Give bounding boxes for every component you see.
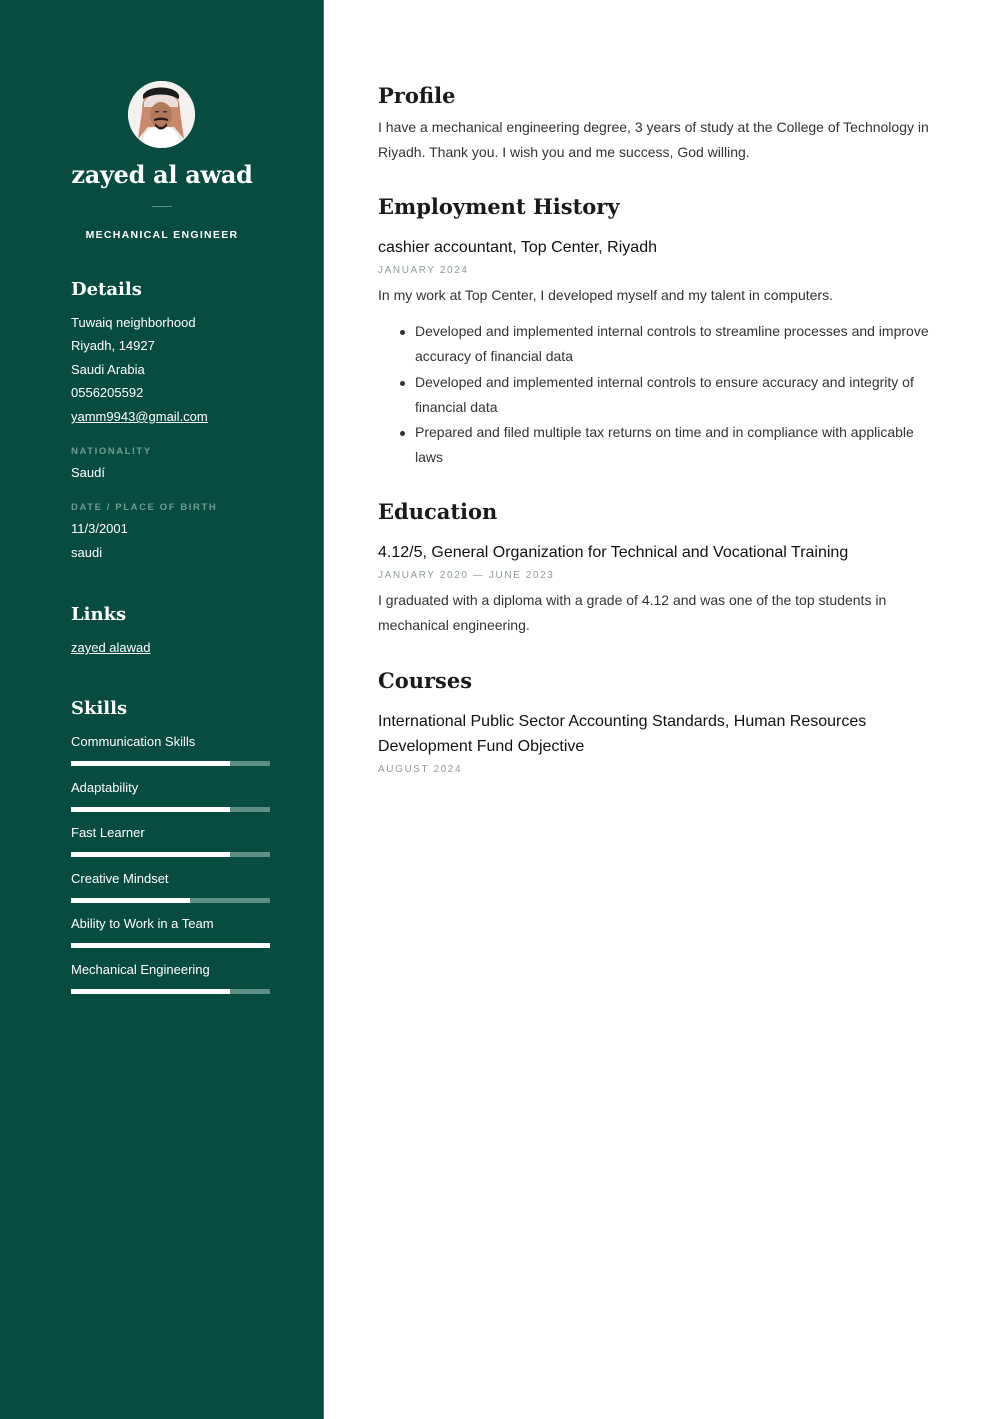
skill-level-bar	[71, 943, 270, 948]
list-item: Developed and implemented internal controls to streamline processes and improve accuracy of financial data	[378, 319, 943, 370]
skill-name: Ability to Work in a Team	[71, 916, 214, 931]
skill-level-bar	[71, 761, 270, 766]
education-title: 4.12/5, General Organization for Technical and Vocational Training	[378, 544, 849, 561]
list-item: Prepared and filed multiple tax returns on time and in compliance with applicable laws	[378, 420, 943, 471]
education-heading: Education	[378, 499, 498, 524]
address-line2: Riyadh, 14927	[71, 338, 155, 353]
bullet-icon	[400, 431, 405, 436]
job-bullets	[378, 319, 943, 471]
skill-level-bar	[71, 898, 270, 903]
education-date: JANUARY 2020 — JUNE 2023	[378, 570, 555, 581]
sidebar	[0, 0, 324, 1419]
skill-level-fill	[71, 989, 230, 994]
skill-name: Adaptability	[71, 779, 139, 795]
skill-name: Creative Mindset	[71, 870, 169, 886]
address-line1: Tuwaiq neighborhood	[71, 315, 196, 330]
nationality-value: Saudí	[71, 465, 105, 480]
phone: 0556205592	[71, 385, 144, 400]
country: Saudi Arabia	[71, 362, 145, 377]
profile-photo-icon	[128, 81, 195, 148]
skill-level-fill	[71, 943, 270, 948]
job-date: JANUARY 2024	[378, 265, 469, 276]
skill-level-fill	[71, 761, 230, 766]
skills-heading: Skills	[71, 698, 128, 719]
skill-level-fill	[71, 898, 190, 903]
birth-place: saudi	[71, 545, 103, 560]
email-link[interactable]: yamm9943@gmail.com	[71, 409, 208, 424]
birth-label: DATE / PLACE OF BIRTH	[71, 502, 218, 513]
job-title: MECHANICAL ENGINEER	[85, 229, 239, 241]
skill-name: Mechanical Engineering	[71, 961, 210, 977]
skill-name: Fast Learner	[71, 825, 145, 840]
courses-heading: Courses	[378, 668, 473, 693]
bullet-icon	[400, 330, 405, 335]
profile-heading: Profile	[378, 83, 456, 108]
skill-level-fill	[71, 807, 230, 812]
skill-name: Communication Skills	[71, 734, 196, 749]
list-item: Developed and implemented internal controls to ensure accuracy and integrity of financial data	[378, 370, 943, 421]
profile-link[interactable]: zayed alawad	[71, 640, 151, 655]
job-summary: In my work at Top Center, I developed myself and my talent in computers.	[378, 287, 833, 303]
skill-level-bar	[71, 989, 270, 994]
course-date: AUGUST 2024	[378, 764, 463, 775]
skill-level-bar	[71, 852, 270, 857]
links-heading: Links	[71, 604, 127, 625]
bullet-icon	[400, 381, 405, 386]
profile-text: I have a mechanical engineering degree, 3 years of study at the College of Technology in Riyadh. Thank you. I wish you and me success, God willing.	[378, 119, 929, 160]
birth-date: 11/3/2001	[71, 521, 128, 536]
skill-level-fill	[71, 852, 230, 857]
education-text: I graduated with a diploma with a grade of 4.12 and was one of the top students in mechanical engineering.	[378, 592, 887, 633]
employment-heading: Employment History	[378, 194, 620, 219]
course-title: International Public Sector Accounting Standards, Human Resources Development Fund Objective	[378, 713, 867, 755]
skill-level-bar	[71, 807, 270, 812]
nationality-label: NATIONALITY	[71, 446, 152, 457]
job-title: cashier accountant, Top Center, Riyadh	[378, 239, 657, 256]
details-heading: Details	[71, 279, 142, 300]
candidate-name: zayed al awad	[71, 160, 253, 189]
name-divider	[152, 206, 172, 207]
avatar	[128, 81, 195, 148]
